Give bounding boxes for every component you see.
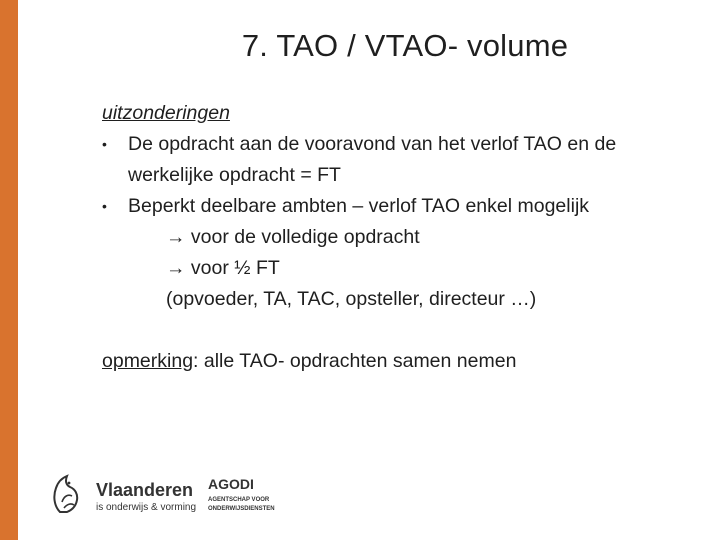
bullet-line: werkelijke opdracht = FT	[128, 164, 341, 186]
agodi-tagline-line: AGENTSCHAP VOOR	[208, 497, 270, 503]
vlaanderen-lion-icon	[50, 472, 84, 516]
slide-content	[102, 98, 702, 377]
bullet-glyph: •	[102, 136, 107, 152]
agodi-logo-tagline	[208, 496, 298, 514]
slide-title: 7. TAO / VTAO- volume	[241, 28, 569, 63]
bullet-line: De opdracht aan de vooravond van het verlof TAO en de	[128, 133, 617, 155]
remark-line	[102, 346, 702, 377]
footer-logos	[46, 468, 296, 528]
section-heading: uitzonderingen	[102, 102, 230, 124]
agodi-logo-name: AGODI	[208, 476, 254, 492]
remark-text: : alle TAO- opdrachten samen nemen	[193, 350, 517, 372]
agodi-tagline-line: ONDERWIJSDIENSTEN	[208, 506, 275, 512]
vlaanderen-logo-name: Vlaanderen	[96, 480, 194, 500]
vlaanderen-logo-tagline: is onderwijs & vorming	[96, 502, 197, 513]
spacer	[102, 315, 702, 346]
bullet-item	[102, 129, 702, 191]
bullet-subline: → voor ½ FT	[166, 257, 280, 279]
accent-side-bar	[0, 0, 18, 540]
bullet-item	[102, 191, 702, 315]
bullet-glyph: •	[102, 198, 107, 214]
bullet-subline: → voor de volledige opdracht	[166, 226, 420, 248]
bullet-line: Beperkt deelbare ambten – verlof TAO enkel mogelijk	[128, 195, 590, 217]
remark-label: opmerking	[102, 350, 194, 372]
bullet-subline: (opvoeder, TA, TAC, opsteller, directeur …)	[166, 288, 537, 310]
